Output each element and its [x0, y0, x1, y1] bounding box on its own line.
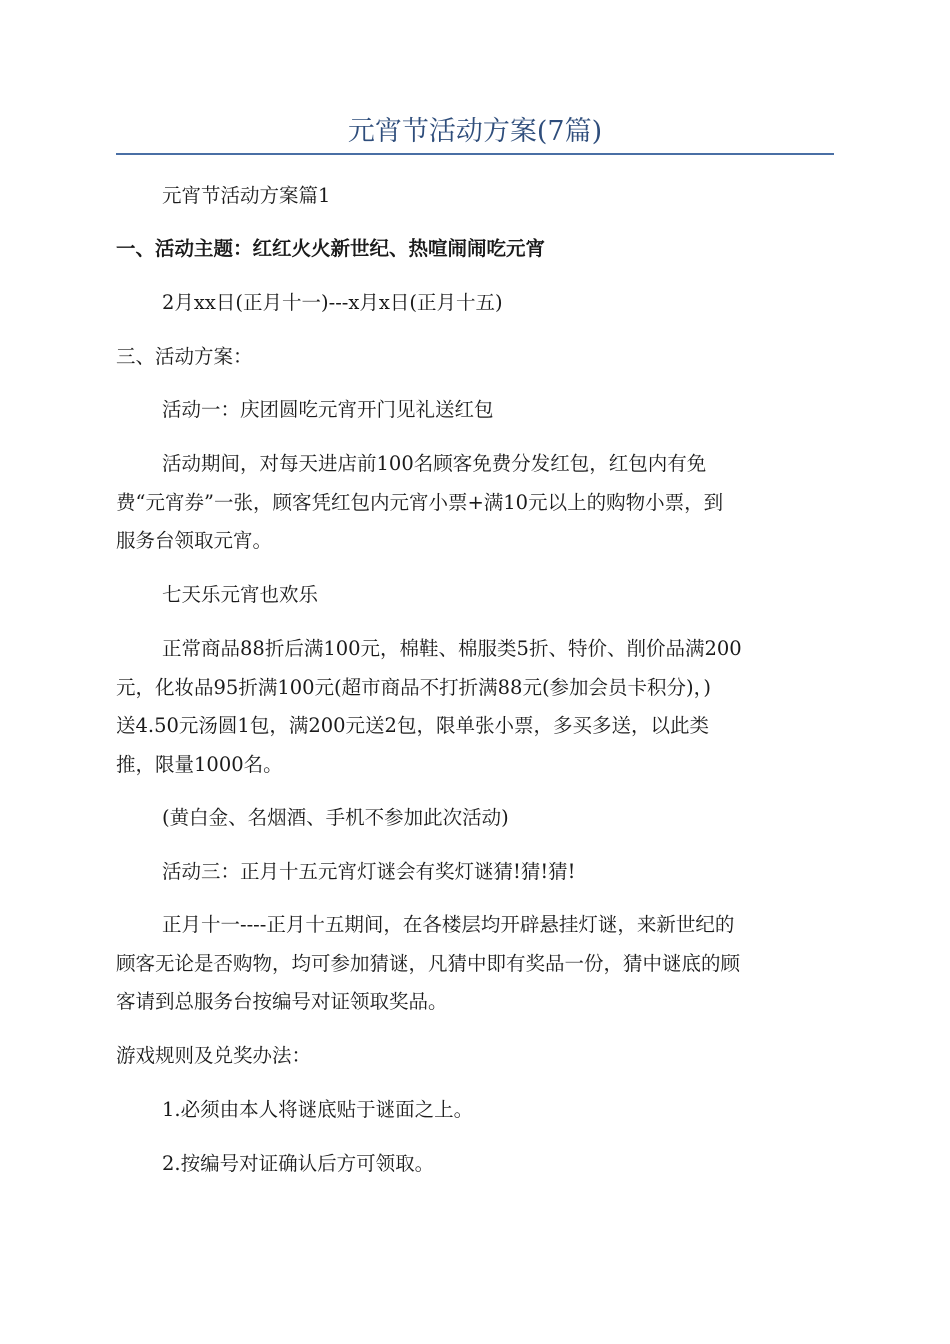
date-range-paragraph: [116, 284, 834, 323]
game-rules-heading: [116, 1037, 834, 1076]
text-line: 费“元宵券”一张，顾客凭红包内元宵小票+满10元以上的购物小票，到: [116, 490, 724, 514]
text-line: 客请到总服务台按编号对证领取奖品。: [116, 990, 448, 1013]
text-line: 1.必须由本人将谜底贴于谜面之上。: [162, 1098, 474, 1121]
rule-item-2: [116, 1145, 834, 1184]
seven-days-heading: [116, 576, 834, 615]
text-line: 正月十一----正月十五期间，在各楼层均开辟悬挂灯谜，来新世纪的: [162, 913, 735, 936]
document-title: 元宵节活动方案(7篇): [347, 116, 603, 147]
text-line: 活动期间，对每天进店前100名顾客免费分发红包，红包内有免: [162, 452, 707, 475]
text-line: 正常商品88折后满100元，棉鞋、棉服类5折、特价、削价品满200: [162, 637, 742, 660]
text-line: 三、活动方案：: [116, 345, 253, 368]
text-line: 活动三：正月十五元宵灯谜会有奖灯谜猜!猜!猜!: [162, 860, 576, 883]
activity-three-heading: [116, 853, 834, 892]
text-line: 元，化妆品95折满100元(超市商品不打折满88元(参加会员卡积分)，): [116, 675, 712, 699]
activity-theme-heading: [116, 230, 834, 269]
text-line: 送4.50元汤圆1包，满200元送2包，限单张小票，多买多送，以此类: [116, 714, 709, 737]
text-line: 一、活动主题：红红火火新世纪、热喧闹闹吃元宵: [116, 237, 546, 260]
text-line: (黄白金、名烟酒、手机不参加此次活动): [162, 806, 509, 829]
text-line: 七天乐元宵也欢乐: [162, 583, 319, 606]
rule-item-1: [116, 1091, 834, 1130]
text-line: 活动一：庆团圆吃元宵开门见礼送红包: [162, 398, 494, 421]
text-line: 2.按编号对证确认后方可领取。: [162, 1152, 435, 1175]
title-underline: [116, 153, 834, 155]
text-line: 推，限量1000名。: [116, 752, 283, 776]
text-line: 元宵节活动方案篇1: [162, 184, 331, 207]
activity-one-paragraph: [116, 445, 834, 561]
lantern-riddle-paragraph: [116, 906, 834, 1022]
discount-paragraph: [116, 630, 834, 784]
exclusion-note: [116, 799, 834, 838]
text-line: 游戏规则及兑奖办法：: [116, 1044, 312, 1067]
activity-plan-heading: [116, 338, 834, 377]
text-line: 2月xx日(正月十一)---x月x日(正月十五): [162, 291, 503, 314]
text-line: 顾客无论是否购物，均可参加猜谜，凡猜中即有奖品一份，猜中谜底的顾: [116, 951, 741, 975]
text-line: 服务台领取元宵。: [116, 529, 273, 552]
section-heading-1: [116, 177, 834, 216]
activity-one-heading: [116, 391, 834, 430]
